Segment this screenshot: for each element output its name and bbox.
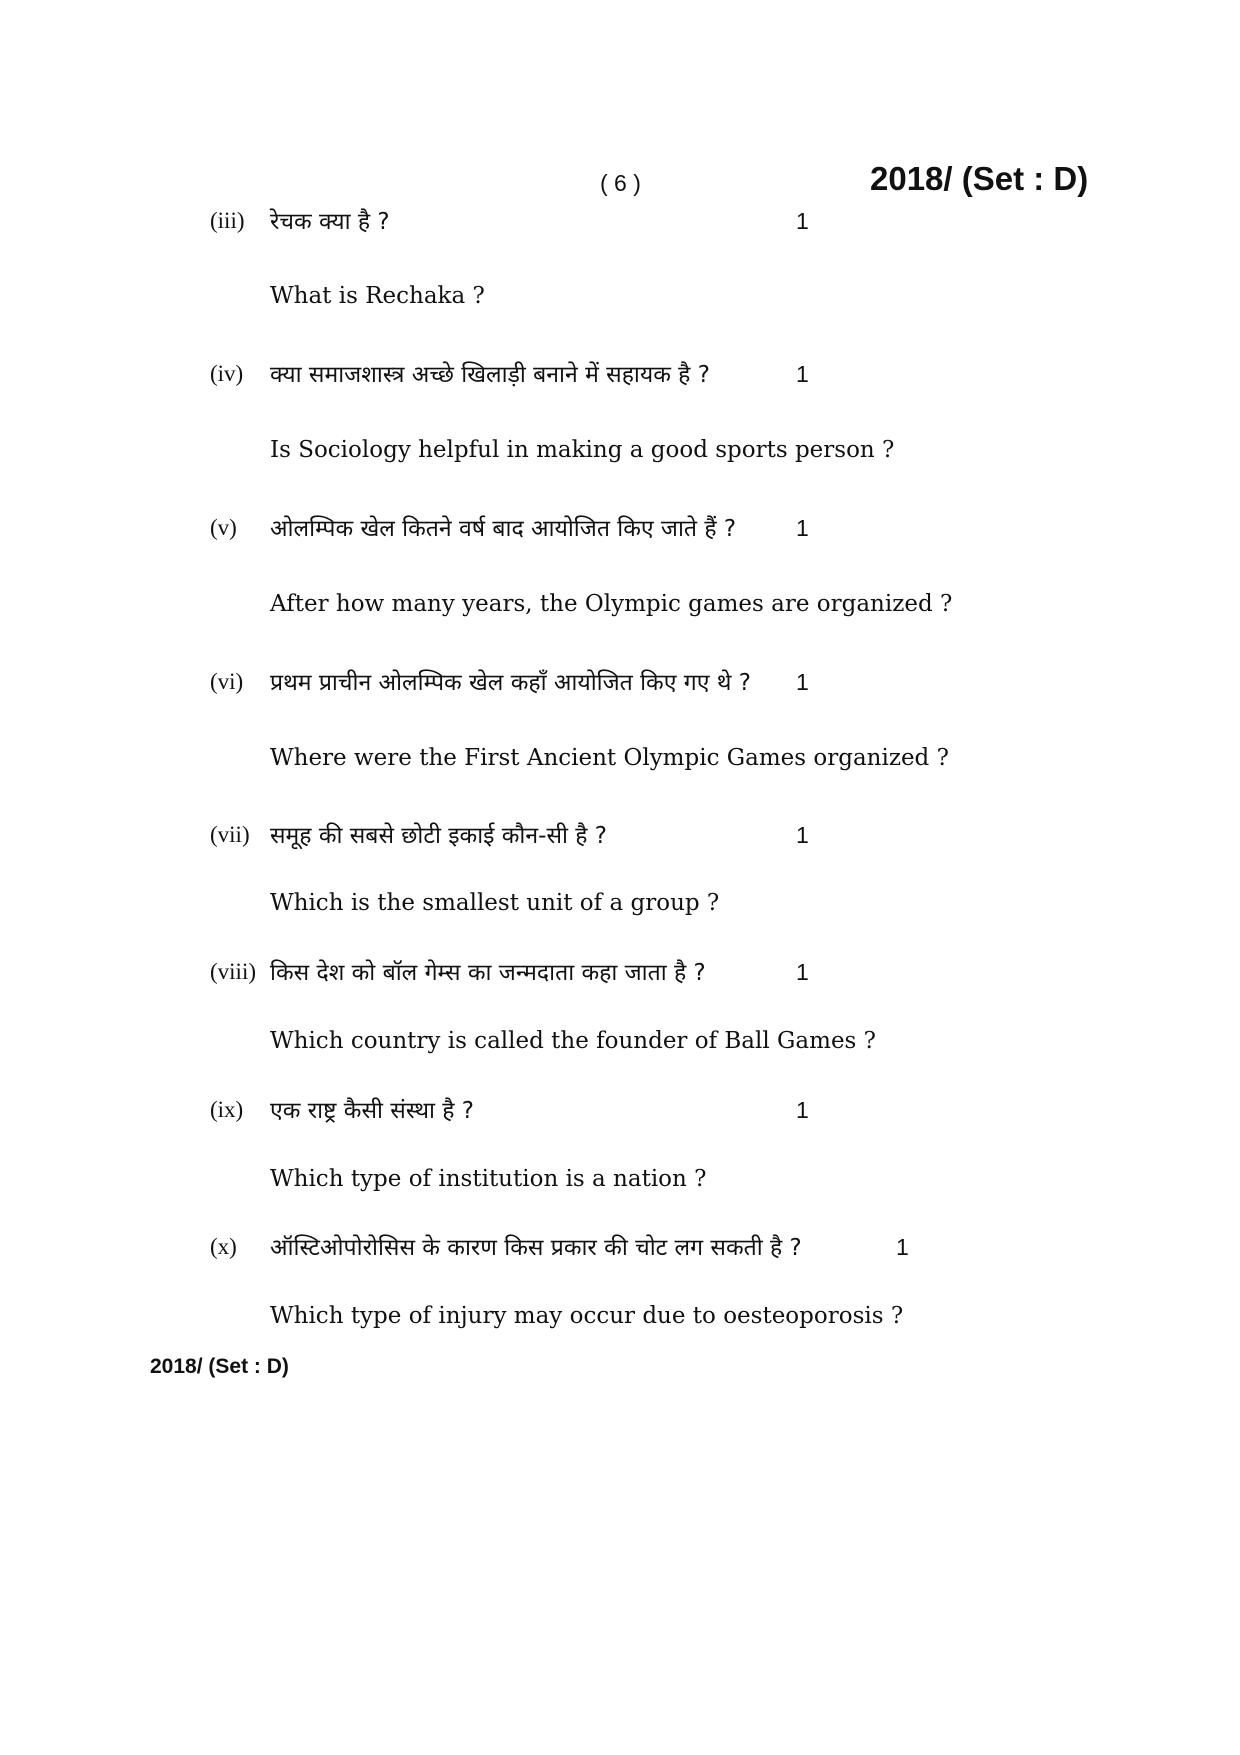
question-english: After how many years, the Olympic games are organized ?	[270, 591, 953, 617]
question-english: Which country is called the founder of Ball Games ?	[270, 1028, 876, 1054]
question-marks: 1	[796, 361, 809, 387]
question-marks: 1	[896, 1234, 909, 1260]
question-english: Which is the smallest unit of a group ?	[270, 890, 720, 916]
question-ix	[210, 1093, 1110, 1133]
question-hindi: रेचक क्या है ?	[270, 209, 390, 235]
question-number: (iv)	[210, 361, 244, 386]
question-viii	[210, 955, 1110, 995]
question-hindi: समूह की सबसे छोटी इकाई कौन-सी है ?	[270, 823, 607, 849]
question-number: (ix)	[210, 1097, 244, 1122]
question-hindi: प्रथम प्राचीन ओलम्पिक खेल कहाँ आयोजित किए गए थे ?	[270, 670, 751, 696]
question-english: Is Sociology helpful in making a good sports person ?	[270, 437, 895, 463]
question-english: Which type of institution is a nation ?	[270, 1166, 707, 1192]
question-number: (iii)	[210, 208, 245, 233]
question-english: Which type of injury may occur due to oesteoporosis ?	[270, 1303, 904, 1329]
question-v	[210, 511, 1110, 551]
question-english: What is Rechaka ?	[270, 283, 485, 309]
question-vi	[210, 665, 1110, 705]
question-hindi: ऑस्टिओपोरोसिस के कारण किस प्रकार की चोट लग सकती है ?	[270, 1235, 802, 1261]
question-marks: 1	[796, 208, 809, 234]
question-iii	[210, 204, 1110, 244]
question-hindi: ओलम्पिक खेल कितने वर्ष बाद आयोजित किए जाते हैं ?	[270, 516, 737, 542]
question-marks: 1	[796, 669, 809, 695]
set-code-header: 2018/ (Set : D)	[870, 160, 1089, 197]
question-marks: 1	[796, 515, 809, 541]
question-number: (v)	[210, 515, 237, 540]
question-marks: 1	[796, 822, 809, 848]
question-number: (x)	[210, 1234, 237, 1259]
question-number: (viii)	[210, 959, 256, 984]
question-hindi: किस देश को बॉल गेम्स का जन्मदाता कहा जाता है ?	[270, 960, 706, 986]
question-vii	[210, 818, 1110, 858]
set-code-footer: 2018/ (Set : D)	[150, 1355, 289, 1378]
question-hindi: एक राष्ट्र कैसी संस्था है ?	[270, 1098, 475, 1124]
question-x	[210, 1230, 1110, 1270]
question-number: (vi)	[210, 669, 244, 694]
question-marks: 1	[796, 1097, 809, 1123]
question-english: Where were the First Ancient Olympic Games organized ?	[270, 745, 949, 771]
page-number: ( 6 )	[600, 170, 641, 196]
question-hindi: क्या समाजशास्त्र अच्छे खिलाड़ी बनाने में सहायक है ?	[270, 362, 710, 388]
question-number: (vii)	[210, 822, 250, 847]
question-iv	[210, 357, 1110, 397]
question-marks: 1	[796, 959, 809, 985]
